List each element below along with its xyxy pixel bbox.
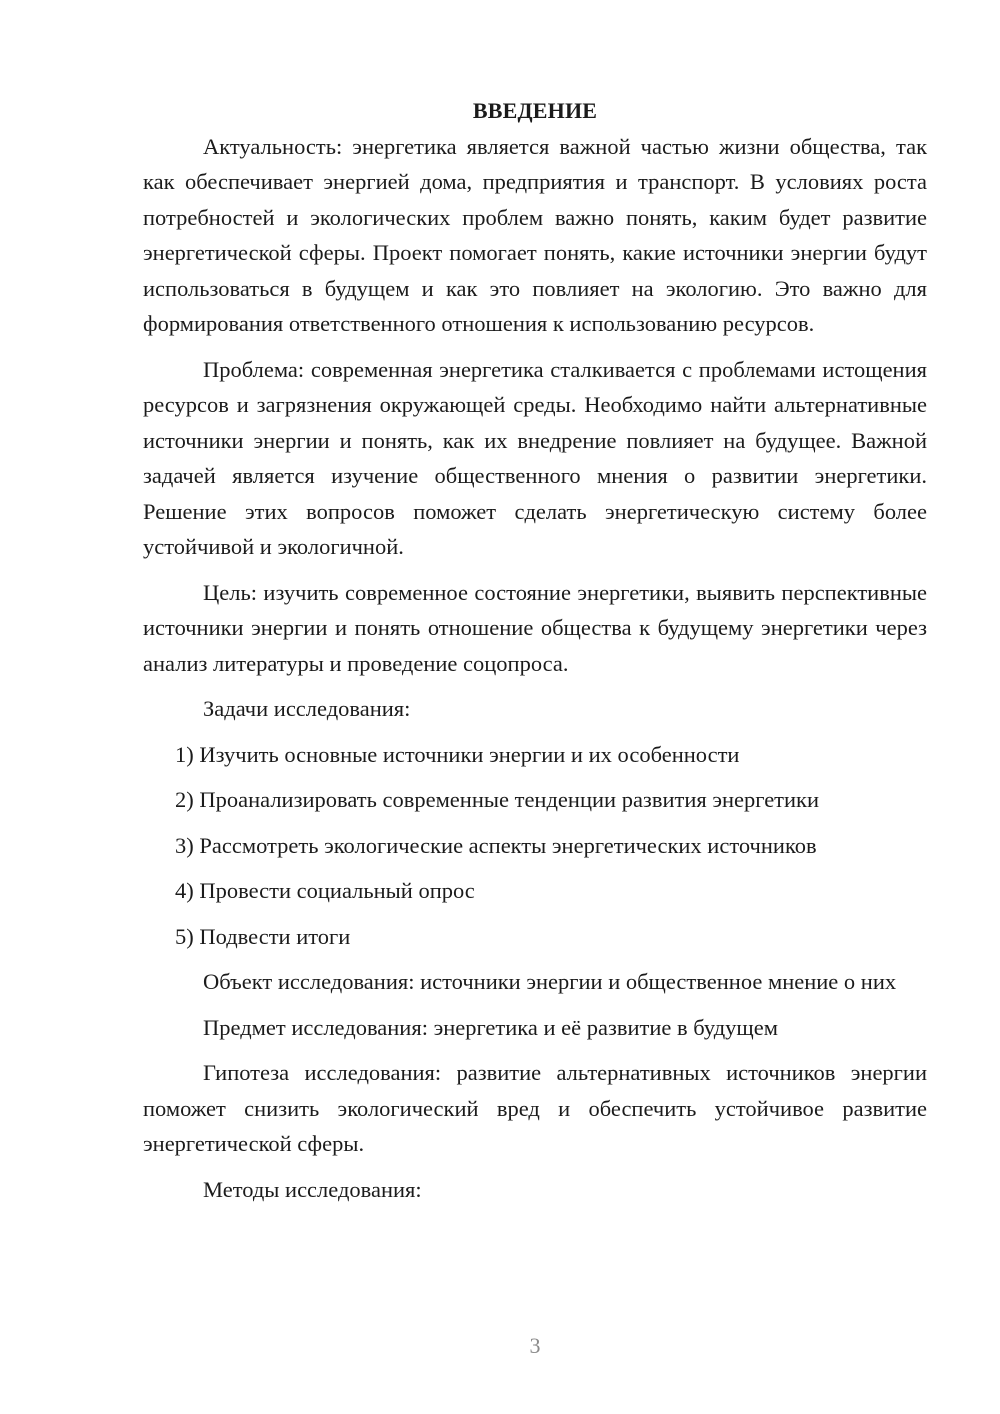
tasks-list xyxy=(143,737,927,955)
tasks-heading: Задачи исследования: xyxy=(203,696,411,721)
methods-heading: Методы исследования: xyxy=(203,1176,422,1202)
paragraph-relevance: Актуальность: энергетика является важной частью жизни общества, так как обеспечивает энергией дома, предприятия и транспорт. В условиях роста потребностей и экологических проблем важно понять, каким будет развитие энергетической сферы. Проект помогает понять, какие источники энергии будут использоваться в будущем и как это повлияет на экологию. Это важно для формирования ответственного отношения к использованию ресурсов. xyxy=(143,133,927,336)
paragraph-object: Объект исследования: источники энергии и общественное мнение о них xyxy=(203,969,897,994)
page-title: ВВЕДЕНИЕ xyxy=(472,98,598,123)
paragraph-hypothesis: Гипотеза исследования: развитие альтернативных источников энергии поможет снизить экологический вред и обеспечить устойчивое развитие энергетической сферы. xyxy=(143,1060,927,1156)
list-item: 5) Подвести итоги xyxy=(175,923,351,949)
paragraph-goal: Цель: изучить современное состояние энергетики, выявить перспективные источники энергии и понять отношение общества к будущему энергетики через анализ литературы и проведение соцопроса. xyxy=(143,579,927,676)
paragraph-problem: Проблема: современная энергетика сталкивается с проблемами истощения ресурсов и загрязнения окружающей среды. Необходимо найти альтернативные источники энергии и понять, как их внедрение повлияет на будущее. Важной задачей является изучение общественного мнения о развитии энергетики. Решение этих вопросов поможет сделать энергетическую систему более устойчивой и экологичной. xyxy=(143,356,927,559)
paragraph-subject: Предмет исследования: энергетика и её развитие в будущем xyxy=(203,1014,778,1040)
list-item: 2) Проанализировать современные тенденции развития энергетики xyxy=(175,787,820,812)
list-item: 3) Рассмотреть экологические аспекты энергетических источников xyxy=(175,832,817,858)
page-number: 3 xyxy=(529,1333,541,1358)
list-item: 1) Изучить основные источники энергии и их особенности xyxy=(175,741,740,767)
list-item: 4) Провести социальный опрос xyxy=(175,878,475,903)
page-body xyxy=(143,93,927,1207)
